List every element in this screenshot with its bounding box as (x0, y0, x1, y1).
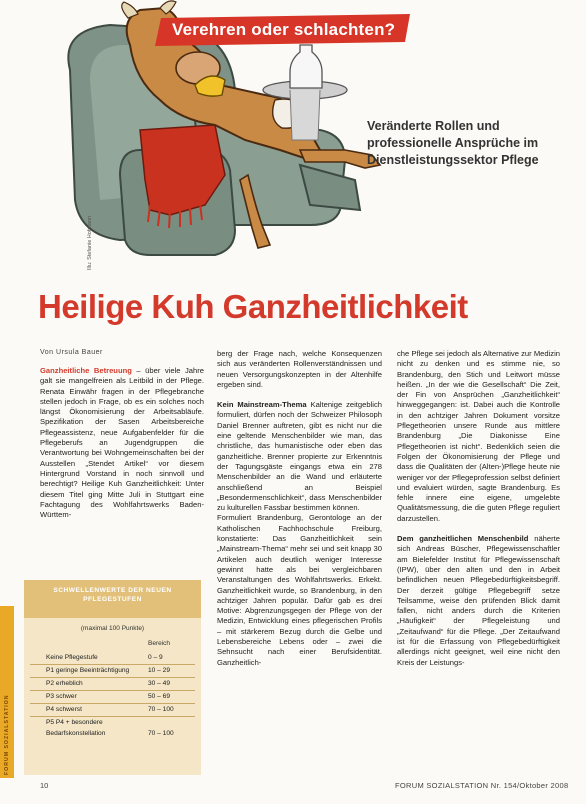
column-text: Kaltenige zeitgeblich formuliert, dürfen noch der Schweizer Philosoph Daniel Brenner auftreten, gibt es nicht nur die eine geltende Menschenbilder wie man, das christliche, das humanistische oder eben das ganzheitliche. Brenner propierte zur Erkenntnis der Tagungsgäste eingangs etwa ein 278 Menschenbilder an die Wand und erläuterte anschließend an Beispiel „Besondermenschlichkeit“, dass Menschenbilder zu kulturellen Fassbar bestimmen können. (217, 400, 382, 513)
table-row (30, 665, 195, 677)
row-value: 50 – 69 (148, 693, 170, 700)
article-column-2 (217, 349, 382, 668)
section-keyword: Kein Mainstream-Thema (217, 400, 307, 410)
row-value: 30 – 49 (148, 680, 170, 687)
row-label: P2 erheblich (46, 680, 83, 687)
row-value: 10 – 29 (148, 667, 170, 674)
table-row (30, 691, 195, 703)
table-row (30, 704, 195, 716)
row-label: P1 geringe Beeinträchtigung (46, 667, 130, 674)
column-text: berg der Frage nach, welche Konsequenzen sich aus veränderten Rollenverständnissen und neuen Versorgungskonzepten in der Altenhilfe ergeben sind. (217, 349, 382, 389)
row-label: Bedarfskonstellation (46, 730, 106, 737)
page-number: 10 (40, 781, 49, 790)
info-box-title (24, 586, 201, 604)
table-row (30, 728, 195, 740)
row-label: Keine Pflegestufe (46, 654, 98, 661)
subtitle-line: professionelle Ansprüche im (367, 136, 539, 150)
article-subtitle (367, 118, 577, 169)
side-strip-label: FORUM SOZIALSTATION (4, 694, 10, 775)
row-label: P4 schwerst (46, 706, 82, 713)
row-value: 70 – 100 (148, 706, 174, 713)
column-text: che Pflege sei jedoch als Alternative zur Medizin nicht zu denken und es stimme nie, so Brandenburg, den Stich und Leitwort müsse heißen. „In der wie die Gesellschaft“ Die Zeit, der Fin von Ansprüchen „Ganzheitlichkeit“ hinweggegangen: ist. Dabei auch die Kontrolle in den achtziger Jahren Dokument vorsitze Pflegetheorien unsere Runde aus mittlere Brandenburg „Die Diakonisse Eine Pflegetheorien ist nicht“. Bedenklich seien die Folgen der Ökonomisierung der Pflege und dass die Qualitäten der (Alten-)Pflege heute nie weniger vor der Pflegeprofession selbst definiert und evaluiert würden, sagte Brandenburg. Es fehle innere eine eigene, umgelebte Qualitätsmessung, die die guten Pflege reguliert darzustellen. (397, 349, 560, 523)
subtitle-line: Veränderte Rollen und (367, 119, 500, 133)
subtitle-line: Dienstleistungssektor Pflege (367, 153, 539, 167)
banner-title: Verehren oder schlachten? (172, 20, 396, 39)
row-value: 0 – 9 (148, 654, 163, 661)
info-box-subtitle: (maximal 100 Punkte) (80, 625, 145, 632)
article-headline: Heilige Kuh Ganzheitlichkeit (38, 288, 468, 325)
info-box-title-line: SCHWELLENWERTE DER NEUEN (53, 587, 172, 594)
row-label: P5 P4 + besondere (46, 719, 103, 726)
info-box-title-line: PFLEGESTUFEN (83, 596, 142, 603)
article-column-1 (40, 366, 204, 520)
article-column-3 (397, 349, 560, 668)
column-text: – über viele Jahre galt sie mangelfreien als Leitbild in der Pflege. Renata Einwähr fragen in der Pflegebranche stellen jedoch in Frage, ob es ein solches noch längst Ökonomisierung der Arbeitsabläufe. Spezifikation der Sasen Arbeitsbereiche Pflegeassistenz, neue Aufgabenfelder für die Pflegeberufs an Jugendgruppen die Verantwortung bei Wohngemeinschaften bei der Ausstellen „Stendet Artikel“ vor diesem Hintergrund Vorstand in noch sinnvoll und berechtigt? Heilige Kuh Ganzheitlichkeit: Unter diesem Titel ging Mitte Juli in Stuttgart eine Fachtagung des Wohlfahrtswerks Baden-Württem- (40, 366, 204, 520)
column-text: Formuliert Brandenburg, Gerontologe an der Katholischen Fachhochschule Freiburg, konstatierte: Das Ganzheitlichkeit sein „Mainstream-Thema“ mehr sei und seit knapp 30 Artikelen auch deutlich weniger Interesse gewinnt hatte als bei vergleichbaren Veranstaltungen des Wohlfahrtswerks. Erkekt. Ganzheitlichkeit wurde, so Brandenburg, in den achtziger Jahren populär. Dafür gab es drei Motive: Abgrenzungsgegen der Pflege von der Medizin, Entwicklung eines pflegerischen Profils – mit stärkerem Bezug durch die Gelbe und Lebensbereiche Lebens oder – zwei die Sehnsucht nach einer Berufsidentität. Ganzheitlich- (217, 513, 382, 667)
photo-credit: Illu: Stefanie Hofmann (87, 215, 93, 270)
section-keyword: Dem ganzheitlichen Menschenbild (397, 534, 529, 544)
row-label: P3 schwer (46, 693, 77, 700)
column-text: näherte sich Andreas Büscher, Pflegewissenschaftler am Bielefelder Institut für Pflegewissenschaft (IPW), über den alten und den in Arbeit befindlichen neuen Pflegebedürftigkeitsbegriff. Der derzeit gültige Pflegebegriff setze Teilsamme, weise den prüfenden Blick damit fallen, nicht anders durch die Kriterien „Häufigkeit“ der Pflegeleistung und „Zeitaufwand“ für die Pflege. „Der Zeitaufwand ist für die Erfassung von Pflegebedürftigkeit allerdings nicht geeignet, weil eine nicht den Kreis der Leistungs- (397, 534, 560, 667)
table-row (30, 652, 195, 664)
article-byline: Von Ursula Bauer (40, 349, 103, 356)
info-box-column-header: Bereich (148, 640, 171, 647)
lead-keyword: Ganzheitliche Betreuung (40, 366, 132, 375)
row-value: 70 – 100 (148, 730, 174, 737)
magazine-issue: FORUM SOZIALSTATION Nr. 154/Oktober 2008 (395, 781, 569, 790)
table-row (30, 678, 195, 690)
